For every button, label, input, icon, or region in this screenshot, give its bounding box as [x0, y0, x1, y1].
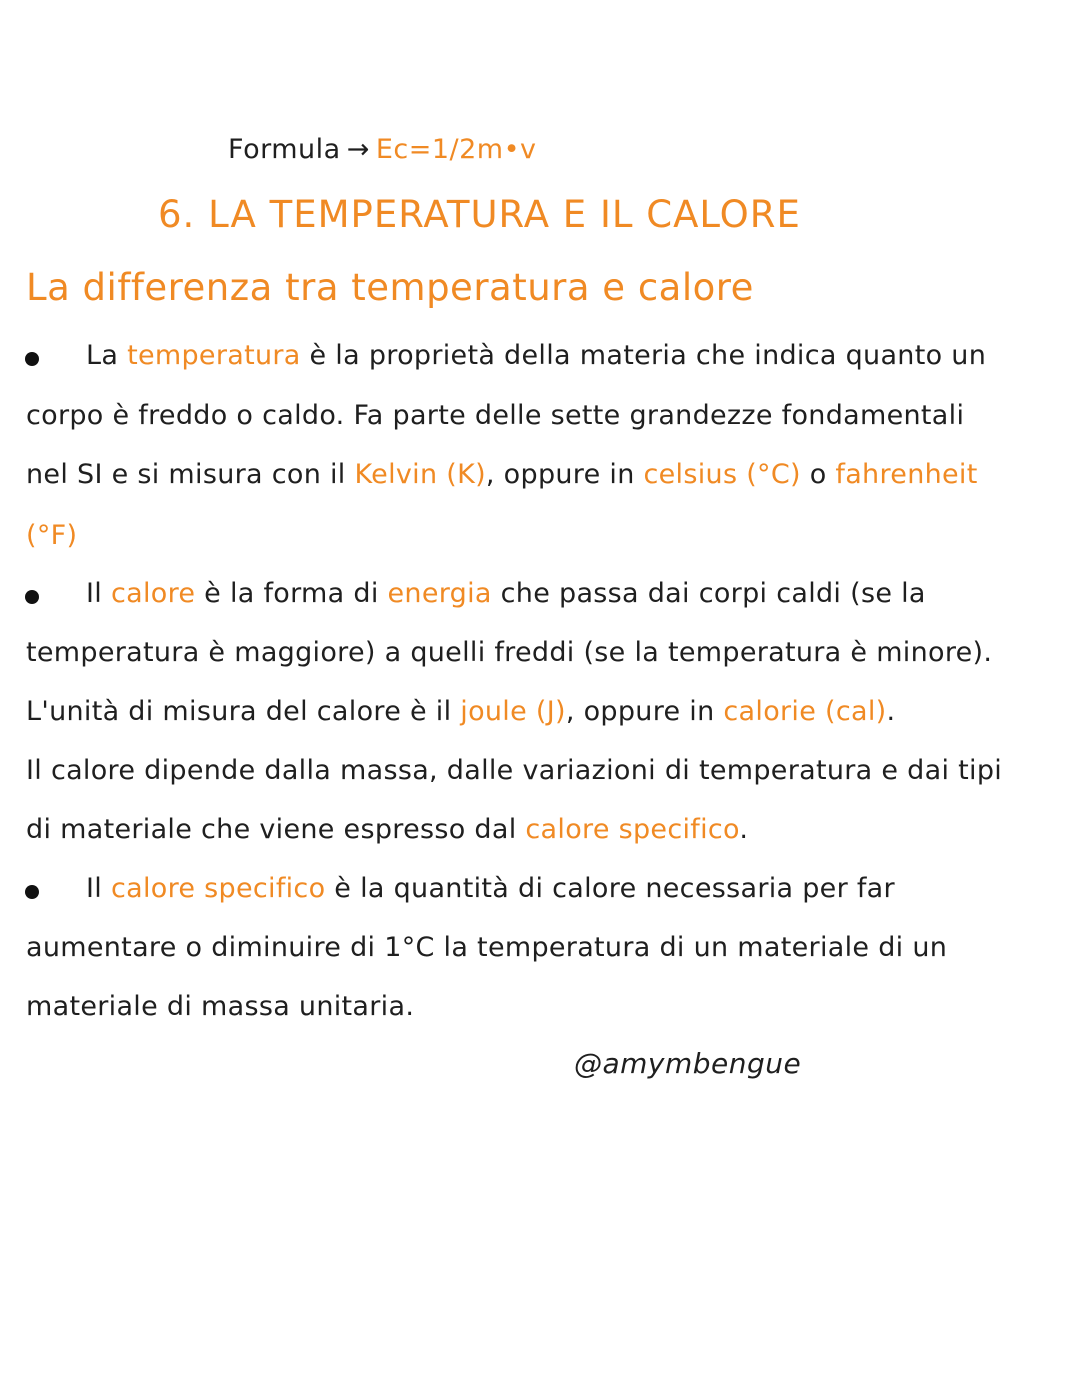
- p3-line-1: Il calore specifico è la quantità di calore necessaria per far: [86, 873, 895, 904]
- p2-line-4: Il calore dipende dalla massa, dalle variazioni di temperatura e dai tipi: [26, 755, 1003, 786]
- p3-line-2: aumentare o diminuire di 1°C la temperatura di un materiale di un: [26, 932, 948, 963]
- p2-line-2: temperatura è maggiore) a quelli freddi (se la temperatura è minore).: [26, 637, 993, 668]
- formula-line: [228, 134, 537, 165]
- term-energia: energia: [387, 578, 492, 609]
- p1-line-4: (°F): [26, 520, 78, 551]
- p3-line-3: materiale di massa unitaria.: [26, 991, 415, 1022]
- p1-line-1: La temperatura è la proprietà della materia che indica quanto un: [86, 340, 987, 371]
- author-signature: @amymbengue: [574, 1047, 802, 1080]
- term-calorie: calorie (cal): [723, 696, 887, 727]
- term-kelvin: Kelvin (K): [354, 459, 486, 490]
- section-subheading: La differenza tra temperatura e calore: [26, 266, 754, 309]
- term-celsius: celsius (°C): [643, 459, 801, 490]
- term-fahrenheit: fahrenheit: [835, 459, 978, 490]
- p2-line-5: di materiale che viene espresso dal calore specifico.: [26, 814, 749, 845]
- p2-line-3: L'unità di misura del calore è il joule (J), oppure in calorie (cal).: [26, 696, 896, 727]
- arrow-icon: →: [346, 134, 370, 165]
- term-joule: joule (J): [460, 696, 566, 727]
- p1-line-3: nel SI e si misura con il Kelvin (K), oppure in celsius (°C) o fahrenheit: [26, 459, 978, 490]
- p1-line-2: corpo è freddo o caldo. Fa parte delle sette grandezze fondamentali: [26, 400, 965, 431]
- term-calore-specifico: calore specifico: [110, 873, 326, 904]
- formula-label: Formula: [228, 134, 341, 165]
- term-calore-specifico: calore specifico: [525, 814, 740, 845]
- section-heading: 6. LA TEMPERATURA E IL CALORE: [158, 193, 801, 236]
- term-temperatura: temperatura: [127, 340, 301, 371]
- formula-equation: Ec=1/2m•v: [375, 134, 537, 165]
- p2-line-1: Il calore è la forma di energia che passa dai corpi caldi (se la: [86, 578, 926, 609]
- term-calore: calore: [110, 578, 196, 609]
